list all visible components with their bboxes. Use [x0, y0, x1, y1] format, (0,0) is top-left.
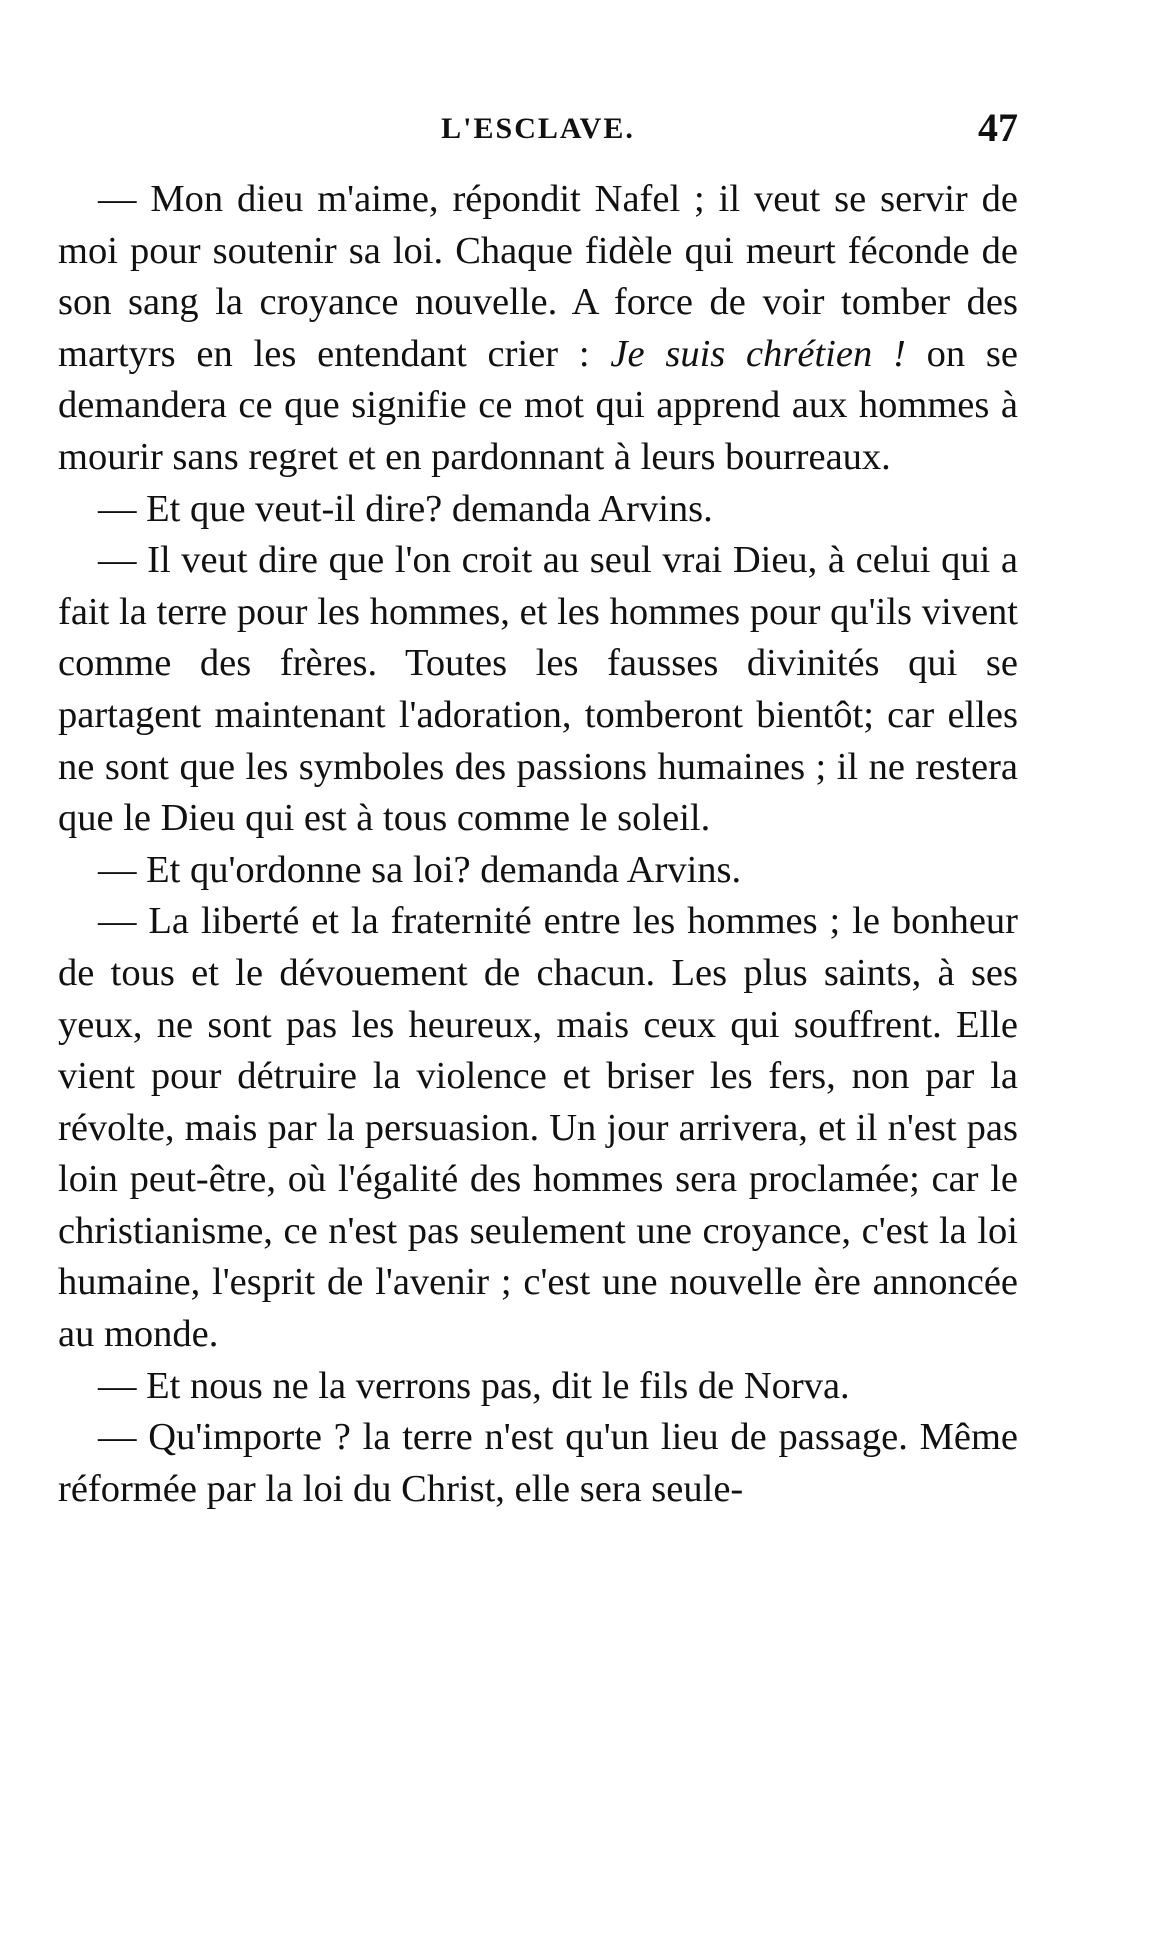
page-header [58, 105, 1018, 160]
paragraph: — Et nous ne la verrons pas, dit le fils de Norva. [98, 1364, 850, 1407]
paragraph-text: on se demandera ce que signifie ce mot qui apprend aux hommes à mourir sans regret et en pardonnant à leurs bourreaux. [58, 332, 1018, 478]
page-number: 47 [978, 105, 1018, 150]
emphasis-text: Je suis chrétien ! [610, 332, 906, 375]
paragraph: — Et qu'ordonne sa loi? demanda Arvins. [98, 848, 742, 891]
paragraph [58, 174, 1018, 484]
paragraph: — Et que veut-il dire? demanda Arvins. [98, 487, 713, 530]
paragraph: — La liberté et la fraternité entre les hommes ; le bonheur de tous et le dévouement de chacun. Les plus saints, à ses yeux, ne sont pas les heureux, mais ceux qui souffrent. Elle vient pour détruire la violence et briser les fers, non par la révolte, mais par la persuasion. Un jour arrivera, et il n'est pas loin peut-être, où l'égalité des hommes sera proclamée; car le christianisme, ce n'est pas seulement une croyance, c'est la loi humaine, l'esprit de l'avenir ; c'est une nouvelle ère annoncée au monde. [58, 900, 1018, 1356]
paragraph-text: — Mon dieu m'aime, répondit Nafel ; il veut se servir de moi pour soutenir sa loi. Chaque fidèle qui meurt féconde de son sang la croyance nouvelle. A force de voir tomber des martyrs en les entendant crier : [58, 178, 1018, 375]
book-page [58, 105, 1018, 1515]
paragraph: — Qu'importe ? la terre n'est qu'un lieu de passage. Même réformée par la loi du Christ, elle sera seule- [58, 1416, 1018, 1510]
running-head: L'ESCLAVE. [441, 112, 635, 145]
paragraph: — Il veut dire que l'on croit au seul vrai Dieu, à celui qui a fait la terre pour les hommes, et les hommes pour qu'ils vivent comme des frères. Toutes les fausses divinités qui se partagent maintenant l'adoration, tomberont bientôt; car elles ne sont que les symboles des passions humaines ; il ne restera que le Dieu qui est à tous comme le soleil. [58, 539, 1018, 840]
body-text [58, 174, 1018, 1515]
